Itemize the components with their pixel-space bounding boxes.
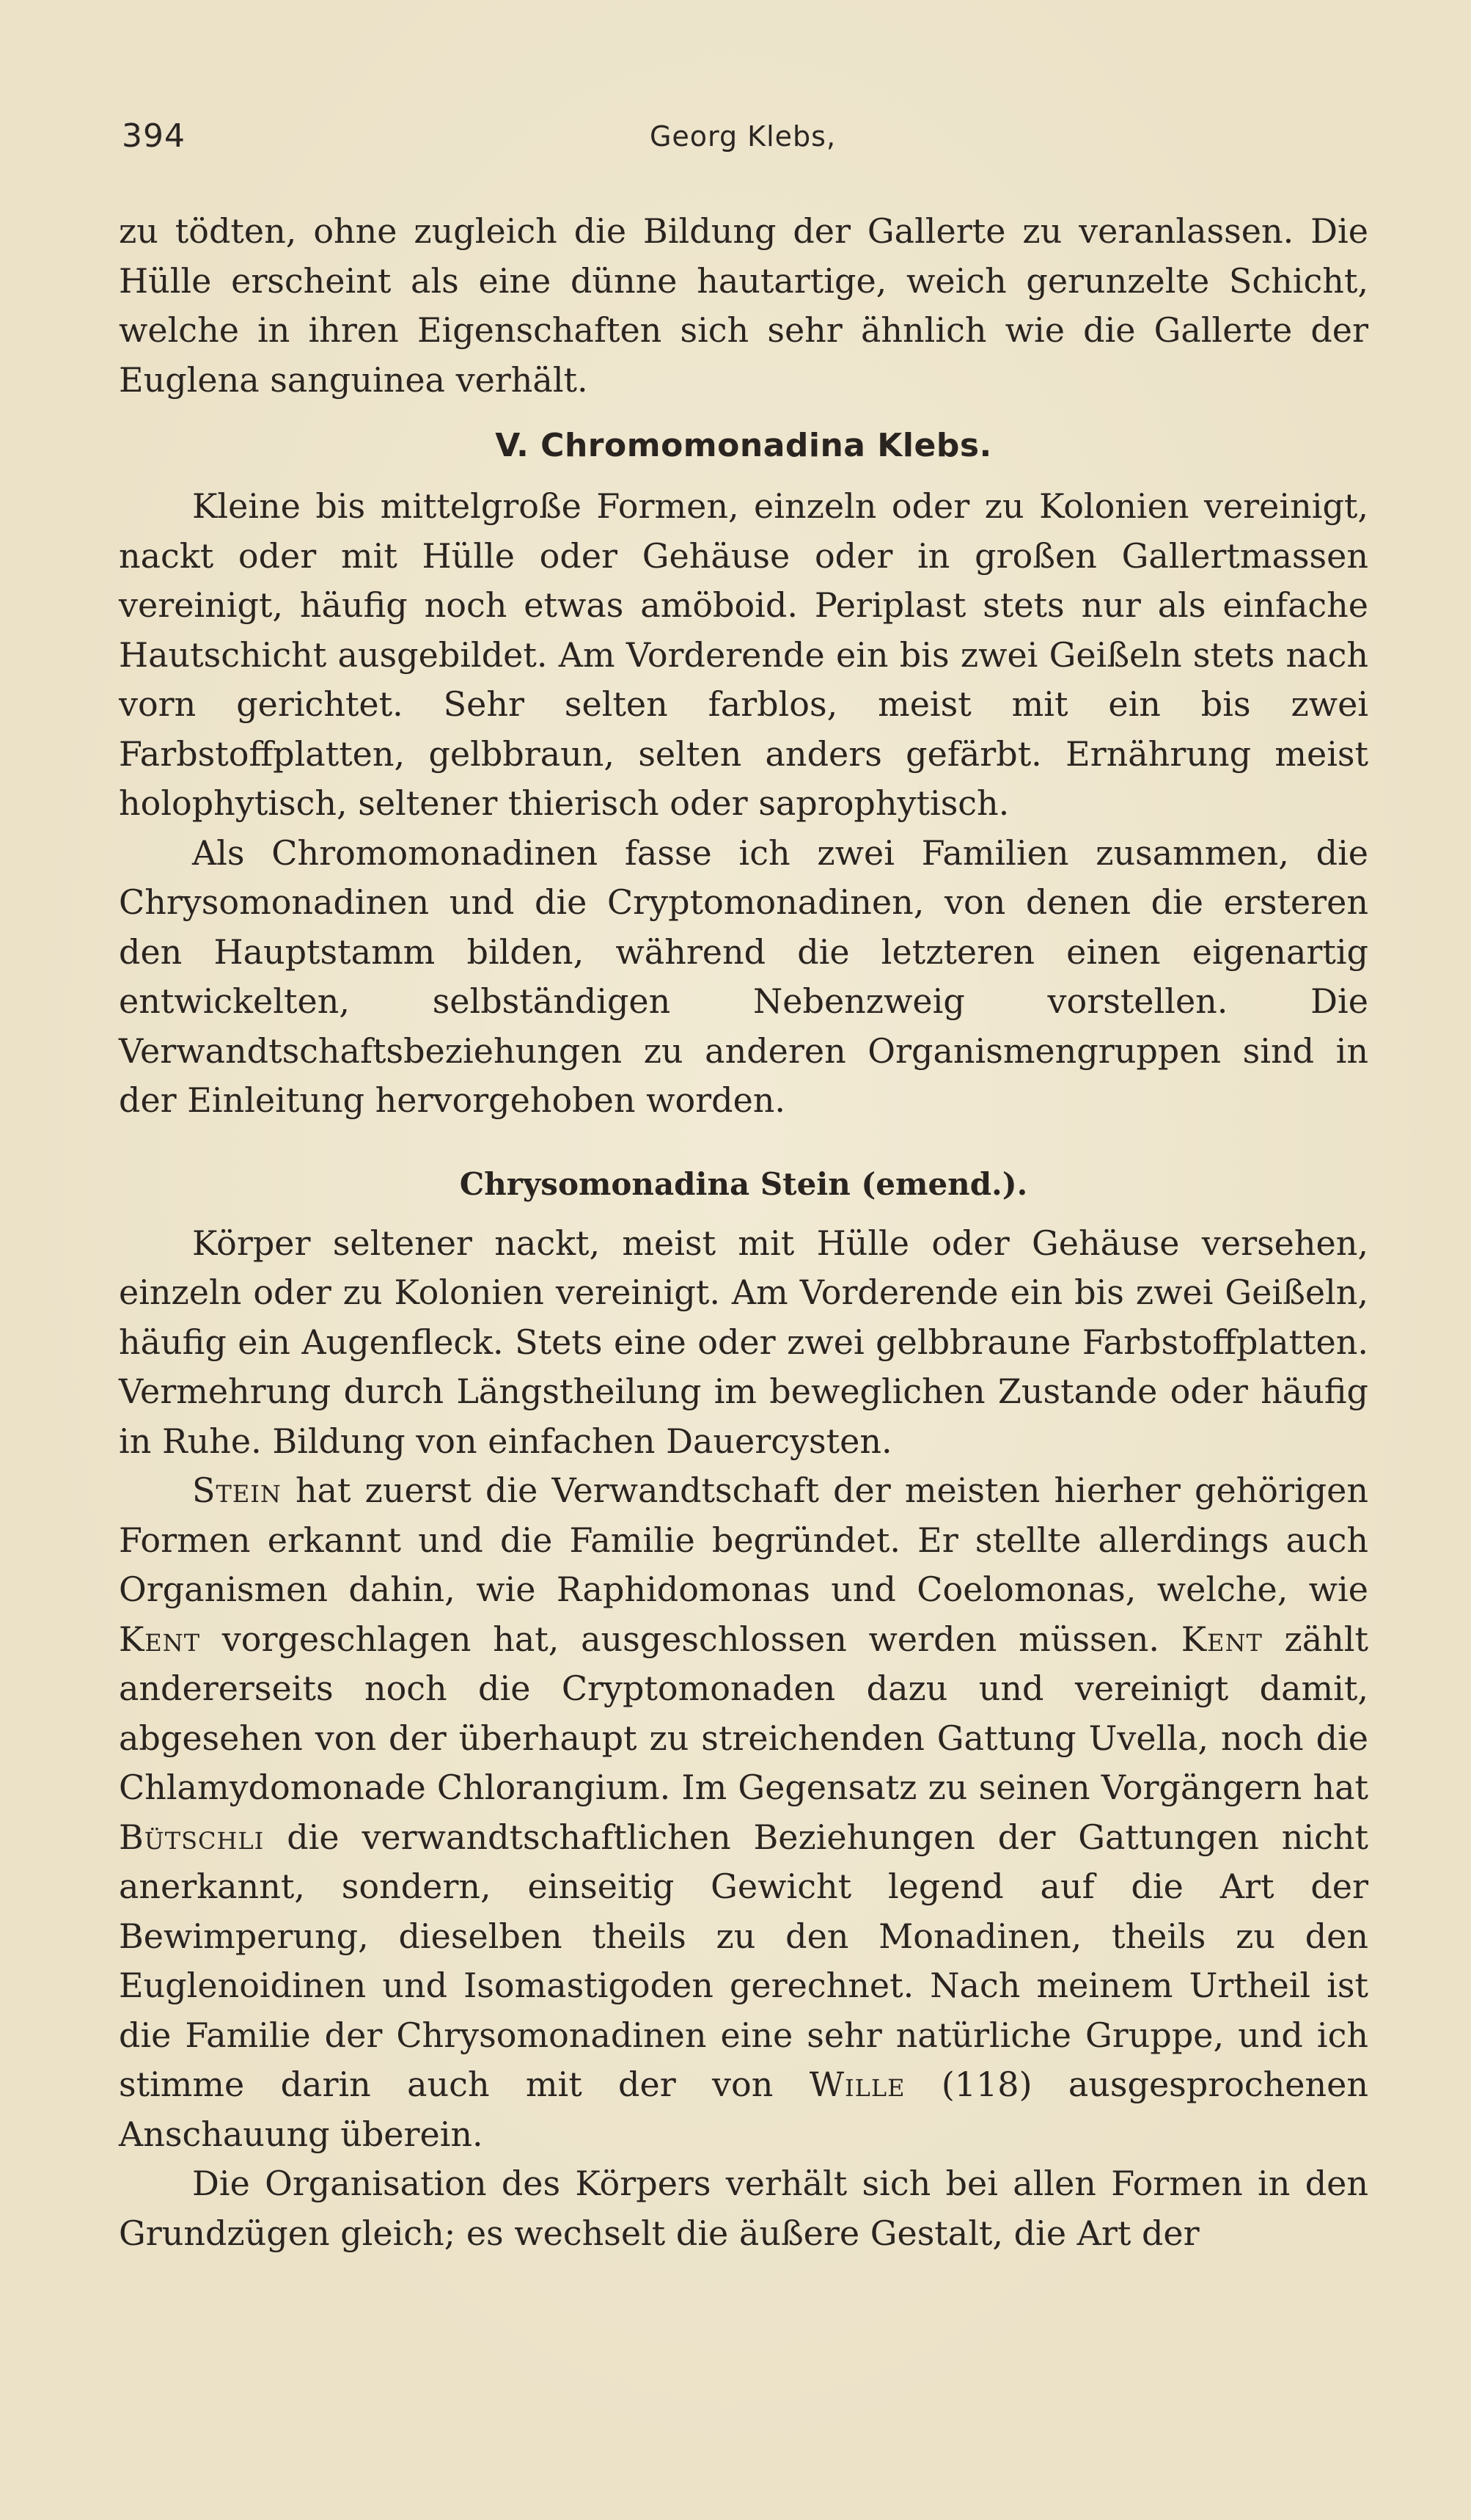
text-segment: vorgeschlagen hat, ausgeschlossen werden müssen. [200,1619,1181,1659]
author-name-wille: Wille [809,2065,906,2104]
text-segment: die verwandtschaftlichen Beziehungen der Gattungen nicht anerkannt, sondern, einseitig Gewicht legend auf die Art der Bewimperung, dieselben theils zu den Monadinen, theils zu den Euglenoidinen und Isomastigoden gerechnet. Nach meinem Urtheil ist die Familie der Chrysomonadinen eine sehr natürliche Gruppe, und ich stimme darin auch mit der von [119,1817,1368,2104]
paragraph-history [119,1466,1368,2159]
subsection-heading: Chrysomonadina Stein (emend.). [459,1165,1028,1202]
text-segment: (118) ausgesprochenen Anschauung überein. [119,2065,1368,2154]
running-head [122,117,1364,169]
paragraph-organisation: Die Organisation des Körpers verhält sich bei allen Formen in den Grundzügen gleich; es wechselt die äußere Gestalt, die Art der [119,2164,1368,2253]
text-segment: hat zuerst die Verwandtschaft der meisten hierher gehörigen Formen erkannt und die Familie begründet. Er stellte allerdings auch Organismen dahin, wie Raphidomonas und Coelomonas, welche, wie [119,1470,1368,1609]
author-name-kent: Kent [119,1619,201,1659]
section-heading: V. Chromomonadina Klebs. [495,427,992,464]
paragraph-diagnosis: Kleine bis mittelgroße Formen, einzeln oder zu Kolonien vereinigt, nackt oder mit Hülle oder Gehäuse oder in großen Gallertmassen vereinigt, häufig noch etwas amöboid. Periplast stets nur als einfache Hautschicht ausgebildet. Am Vorderende ein bis zwei Geißeln stets nach vorn gerichtet. Sehr selten farblos, meist mit ein bis zwei Farbstoffplatten, gelbbraun, selten anders gefärbt. Ernährung meist holophytisch, seltener thierisch oder saprophytisch. [119,486,1368,823]
text-segment: zählt andererseits noch die Cryptomonaden dazu und vereinigt damit, abgesehen von der überhaupt zu streichenden Gattung Uvella, noch die Chlamydomonade Chlorangium. Im Gegensatz zu seinen Vorgängern hat [119,1619,1369,1807]
running-title: Georg Klebs, [649,120,837,153]
paragraph-families: Als Chromomonadinen fasse ich zwei Familien zusammen, die Chrysomonadinen und die Cryptomonadinen, von denen die ersteren den Hauptstamm bilden, während die letzteren einen eigenartig entwickelten, selbständigen Nebenzweig vorstellen. Die Verwandtschaftsbeziehungen zu anderen Organismengruppen sind in der Einleitung hervorgehoben worden. [119,832,1368,1120]
paragraph-continuation: zu tödten, ohne zugleich die Bildung der Gallerte zu veranlassen. Die Hülle erscheint als eine dünne hautartige, weich gerunzelte Schicht, welche in ihren Eigenschaften sich sehr ähnlich wie die Gallerte der Euglena sanguinea verhält. [119,211,1368,400]
author-name-kent: Kent [1181,1619,1263,1659]
page-number: 394 [122,117,186,155]
author-name-stein: Stein [192,1470,282,1510]
author-name-butschli: Bütschli [119,1817,265,1857]
body-text [119,207,1368,2258]
paragraph-family-diagnosis: Körper seltener nackt, meist mit Hülle oder Gehäuse versehen, einzeln oder zu Kolonien vereinigt. Am Vorderende ein bis zwei Geißeln, häufig ein Augenfleck. Stets eine oder zwei gelbbraune Farbstoffplatten. Vermehrung durch Längstheilung im beweglichen Zustande oder häufig in Ruhe. Bildung von einfachen Dauercysten. [119,1223,1368,1461]
